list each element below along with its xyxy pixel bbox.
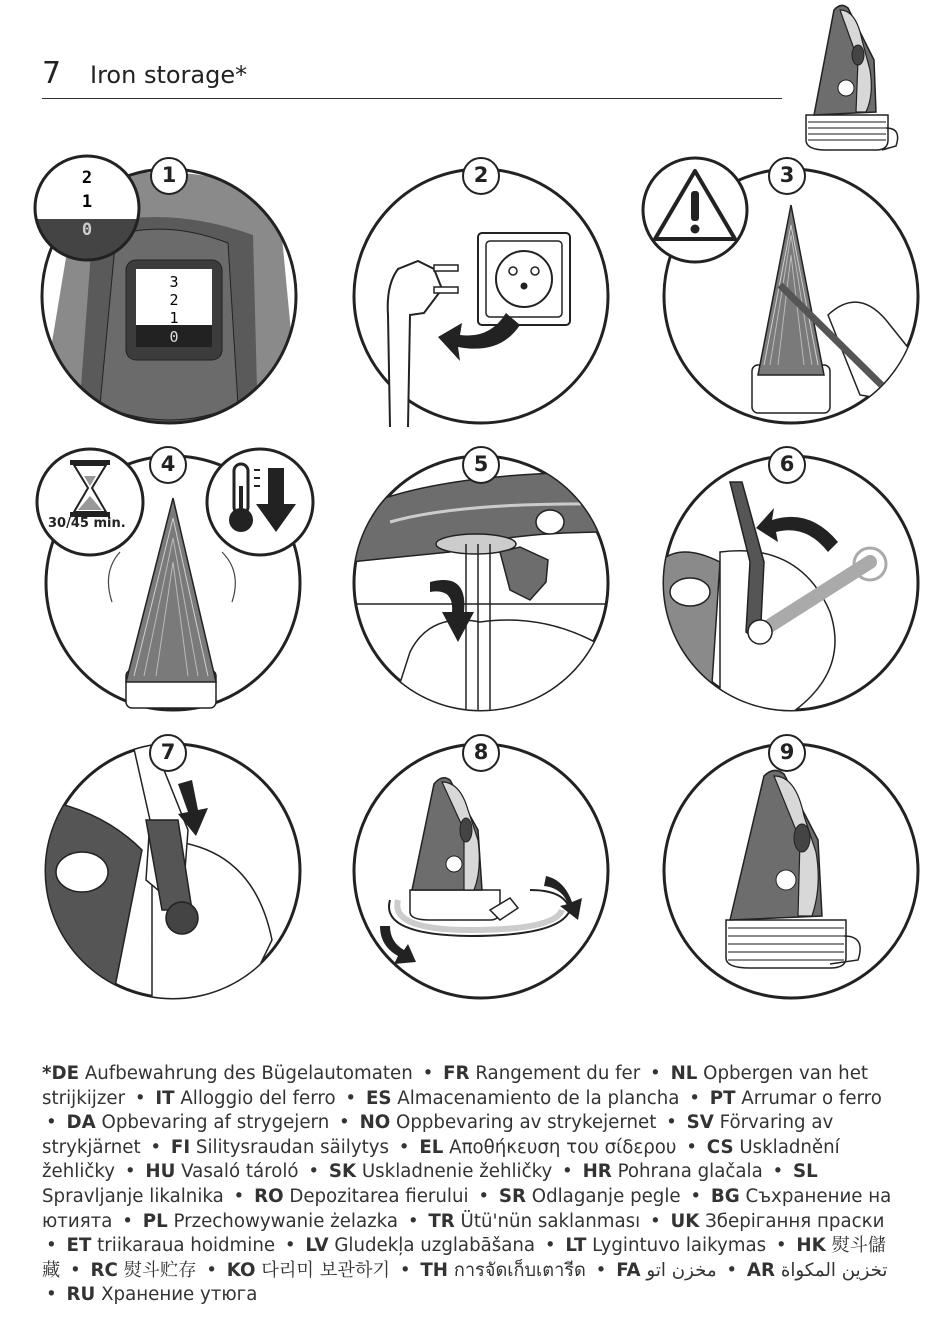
dial-zoom-value-0: 0 bbox=[81, 220, 93, 240]
bullet-separator: • bbox=[595, 1259, 607, 1281]
step-3-panel bbox=[660, 165, 922, 427]
translation-item bbox=[305, 1235, 535, 1256]
bullet-separator: • bbox=[689, 1087, 700, 1109]
dial-zoom-inset bbox=[32, 153, 142, 263]
bullet-separator: • bbox=[46, 1284, 57, 1306]
language-code: RC bbox=[90, 1259, 118, 1281]
temperature-dial-small bbox=[169, 273, 178, 346]
step-number-badge: 9 bbox=[768, 734, 806, 772]
language-code: FA bbox=[616, 1259, 641, 1281]
step-number-badge: 2 bbox=[462, 157, 500, 195]
language-code: NO bbox=[359, 1112, 391, 1134]
step-9-panel bbox=[660, 740, 922, 1002]
translation-item bbox=[67, 1284, 258, 1305]
translation-item bbox=[565, 1235, 766, 1256]
bullet-separator: • bbox=[206, 1259, 217, 1281]
cooling-time-label: 30/45 min. bbox=[48, 516, 126, 531]
translation-item bbox=[443, 1063, 640, 1084]
translation-item bbox=[227, 1260, 390, 1281]
language-code: *DE bbox=[42, 1063, 80, 1084]
dial-value-1: 1 bbox=[169, 309, 179, 327]
dial-value-2: 2 bbox=[169, 291, 179, 309]
translation-text: Gludekļa uzglabāšana bbox=[328, 1235, 536, 1257]
translation-item bbox=[747, 1260, 888, 1281]
language-code: ET bbox=[66, 1235, 92, 1257]
language-code: BG bbox=[710, 1185, 740, 1207]
translation-item bbox=[145, 1161, 298, 1182]
bullet-separator: • bbox=[134, 1087, 146, 1109]
translation-text: Opbergen van het strijkijzer bbox=[42, 1063, 869, 1109]
translation-text: Odlaganje pegle bbox=[525, 1185, 681, 1207]
language-code: PL bbox=[142, 1210, 168, 1232]
translation-item bbox=[155, 1088, 335, 1109]
bullet-separator: • bbox=[666, 1112, 677, 1134]
step-number-badge: 4 bbox=[149, 446, 187, 484]
language-code: LT bbox=[565, 1235, 587, 1257]
translation-text: Ütü'nün saklanması bbox=[454, 1210, 641, 1232]
translation-text: Rangement du fer bbox=[469, 1063, 641, 1084]
step-5-panel bbox=[350, 452, 612, 714]
bullet-separator: • bbox=[407, 1210, 419, 1232]
language-code: DA bbox=[66, 1112, 96, 1134]
step-6-panel bbox=[660, 452, 922, 714]
step-number-badge: 7 bbox=[149, 734, 187, 772]
dial-value-3: 3 bbox=[169, 273, 179, 291]
translation-item bbox=[419, 1137, 676, 1158]
bullet-separator: • bbox=[399, 1259, 411, 1281]
translation-text: Vasaló tároló bbox=[175, 1161, 299, 1183]
step-2-panel bbox=[350, 165, 612, 427]
dial-zoom-value-1: 1 bbox=[81, 192, 93, 212]
bullet-separator: • bbox=[46, 1235, 57, 1257]
language-code: SR bbox=[498, 1185, 526, 1207]
dial-zoom-value-2: 2 bbox=[81, 168, 93, 188]
translation-text: Pohrana glačala bbox=[611, 1161, 763, 1183]
bullet-separator: • bbox=[649, 1210, 661, 1232]
translation-item bbox=[254, 1186, 468, 1207]
translation-item bbox=[428, 1211, 640, 1232]
translation-text: 다리미 보관하기 bbox=[255, 1259, 391, 1281]
step-number-badge: 3 bbox=[768, 157, 806, 195]
translation-item bbox=[42, 1063, 413, 1084]
iron-on-base-illustration bbox=[796, 0, 906, 158]
step-number-badge: 6 bbox=[768, 446, 806, 484]
translation-item bbox=[329, 1161, 552, 1182]
bullet-separator: • bbox=[46, 1112, 57, 1134]
language-code: SL bbox=[793, 1161, 818, 1183]
language-code: CS bbox=[706, 1136, 734, 1158]
translation-text: Съхранение на ютията bbox=[42, 1185, 892, 1232]
translation-text: Хранение утюга bbox=[95, 1284, 258, 1306]
translation-item bbox=[710, 1088, 882, 1109]
translation-text: Silitysraudan säilytys bbox=[190, 1136, 389, 1158]
translation-item bbox=[583, 1161, 763, 1182]
step-8-panel bbox=[350, 740, 612, 1002]
translation-item bbox=[616, 1260, 716, 1281]
bullet-separator: • bbox=[544, 1235, 556, 1257]
language-code: PT bbox=[709, 1087, 736, 1109]
bullet-separator: • bbox=[122, 1210, 133, 1232]
language-code: RO bbox=[254, 1185, 284, 1207]
translation-item bbox=[91, 1260, 197, 1281]
translation-item bbox=[67, 1235, 276, 1256]
translation-item bbox=[143, 1211, 398, 1232]
translation-text: Förvaring av strykjärnet bbox=[42, 1112, 834, 1158]
bullet-separator: • bbox=[308, 1161, 320, 1183]
section-number: 7 bbox=[42, 56, 62, 91]
language-code: IT bbox=[155, 1087, 175, 1109]
bullet-separator: • bbox=[478, 1185, 490, 1207]
translation-item bbox=[420, 1260, 585, 1281]
language-code: HK bbox=[796, 1235, 826, 1257]
translation-item bbox=[171, 1137, 389, 1158]
translation-text: triikaraua hoidmine bbox=[91, 1235, 276, 1257]
translation-text: Przechowywanie żelazka bbox=[167, 1210, 399, 1232]
translation-item bbox=[670, 1211, 884, 1232]
translation-text: Uskladnenie žehličky bbox=[356, 1161, 553, 1183]
translation-text: การจัดเก็บเตารีด bbox=[448, 1259, 586, 1281]
translation-text: مخزن اتو bbox=[640, 1259, 717, 1281]
step-number-badge: 8 bbox=[462, 734, 500, 772]
bullet-separator: • bbox=[422, 1063, 434, 1084]
section-title: Iron storage* bbox=[90, 61, 248, 89]
translation-text: Depozitarea fierului bbox=[283, 1185, 469, 1207]
language-code: SV bbox=[686, 1112, 714, 1134]
section-header bbox=[42, 52, 782, 99]
translation-text: Alloggio del ferro bbox=[174, 1087, 336, 1109]
language-code: FR bbox=[443, 1063, 470, 1084]
language-code: SK bbox=[328, 1161, 357, 1183]
bullet-separator: • bbox=[726, 1259, 738, 1281]
language-code: RU bbox=[66, 1284, 96, 1306]
hourglass-inset bbox=[34, 446, 146, 558]
bullet-separator: • bbox=[686, 1136, 697, 1158]
language-code: AR bbox=[746, 1259, 776, 1281]
translation-text: 熨斗儲藏 bbox=[42, 1235, 887, 1281]
dial-value-0: 0 bbox=[169, 328, 179, 346]
bullet-separator: • bbox=[284, 1235, 296, 1257]
language-code: ES bbox=[365, 1087, 392, 1109]
translation-text: 熨斗贮存 bbox=[117, 1259, 197, 1281]
translation-text: Arrumar o ferro bbox=[735, 1087, 882, 1109]
translation-text: تخزين المكواة bbox=[775, 1259, 888, 1281]
translation-text: Opbevaring af strygejern bbox=[95, 1112, 330, 1134]
bullet-separator: • bbox=[772, 1161, 784, 1183]
wall-socket-icon bbox=[478, 233, 570, 325]
translation-item bbox=[360, 1112, 657, 1133]
bullet-separator: • bbox=[70, 1259, 81, 1281]
translation-text: Oppbevaring av strykejernet bbox=[390, 1112, 657, 1134]
language-code: KO bbox=[226, 1259, 256, 1281]
translation-text: Lygintuvo laikymas bbox=[586, 1235, 767, 1257]
bullet-separator: • bbox=[398, 1136, 410, 1158]
bullet-separator: • bbox=[562, 1161, 573, 1183]
translation-text: Αποθήκευση του σίδερου bbox=[443, 1136, 677, 1158]
translation-text: Spravljanje likalnika bbox=[42, 1185, 224, 1207]
translation-text: Almacenamiento de la plancha bbox=[391, 1087, 680, 1109]
language-code: EL bbox=[419, 1136, 444, 1158]
bullet-separator: • bbox=[345, 1087, 357, 1109]
step-number-badge: 1 bbox=[150, 157, 188, 195]
step-number-badge: 5 bbox=[462, 446, 500, 484]
translation-item bbox=[366, 1088, 680, 1109]
bullet-separator: • bbox=[150, 1136, 162, 1158]
language-code: UK bbox=[670, 1210, 700, 1232]
bullet-separator: • bbox=[690, 1185, 702, 1207]
language-code: TR bbox=[428, 1210, 455, 1232]
translations-block bbox=[42, 1062, 902, 1308]
language-code: HU bbox=[145, 1161, 176, 1183]
translation-item bbox=[499, 1186, 681, 1207]
language-code: TH bbox=[420, 1259, 449, 1281]
bullet-separator: • bbox=[233, 1185, 245, 1207]
warning-zoom-inset bbox=[640, 155, 750, 265]
step-7-panel bbox=[42, 740, 304, 1002]
language-code: HR bbox=[582, 1161, 612, 1183]
bullet-separator: • bbox=[650, 1063, 661, 1084]
bullet-separator: • bbox=[124, 1161, 136, 1183]
translation-text: Зберігання праски bbox=[699, 1210, 885, 1232]
step-4-panel bbox=[42, 452, 304, 714]
language-code: NL bbox=[670, 1063, 698, 1084]
temperature-inset bbox=[204, 446, 316, 558]
bullet-separator: • bbox=[775, 1235, 787, 1257]
language-code: FI bbox=[170, 1136, 191, 1158]
language-code: LV bbox=[305, 1235, 329, 1257]
translation-text: Uskladnění žehličky bbox=[42, 1136, 840, 1183]
step-1-panel bbox=[38, 165, 300, 427]
translation-item bbox=[67, 1112, 330, 1133]
bullet-separator: • bbox=[339, 1112, 350, 1134]
translation-text: Aufbewahrung des Bügelautomaten bbox=[79, 1063, 413, 1084]
